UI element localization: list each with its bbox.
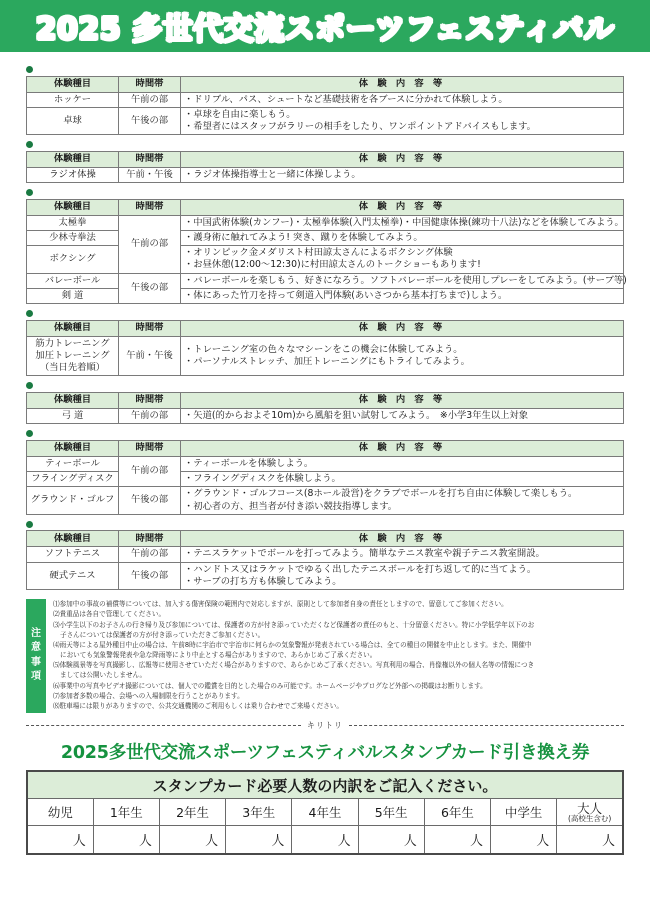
venue-sections xyxy=(26,66,627,590)
table-row xyxy=(27,230,624,245)
table-header-row xyxy=(27,320,624,336)
col-header-item: 体験種目 xyxy=(27,392,119,408)
col-header-item: 体験種目 xyxy=(27,531,119,547)
col-header-desc: 体 験 内 容 等 xyxy=(181,531,624,547)
table-row xyxy=(27,471,624,486)
program-table xyxy=(26,76,624,136)
description-line: ・ティーボールを体験しよう。 xyxy=(184,457,314,469)
bullet-icon xyxy=(26,430,33,437)
cell-activity-name xyxy=(27,215,119,230)
note-text-continuation: 子さんについては保護者の方が付き添っていただきご参加ください。 xyxy=(60,630,265,639)
col-header-desc: 体 験 内 容 等 xyxy=(181,320,624,336)
stamp-card-grade-cell xyxy=(424,799,490,826)
program-table xyxy=(26,151,624,183)
table-row xyxy=(27,107,624,135)
cell-description xyxy=(181,487,624,515)
activity-name-line: 硬式テニス xyxy=(49,569,96,581)
activity-name-line: 剣 道 xyxy=(61,289,84,301)
grade-label: 6年生 xyxy=(440,804,474,820)
note-item xyxy=(53,621,624,641)
cell-description xyxy=(181,336,624,376)
unit-label: 人 xyxy=(138,834,152,850)
cut-line-label: キリトリ xyxy=(307,720,343,730)
cell-activity-name xyxy=(27,562,119,590)
unit-label: 人 xyxy=(271,834,285,850)
cell-activity-name xyxy=(27,487,119,515)
cell-description xyxy=(181,230,624,245)
note-text: ⑺参加者多数の場合、会場への入場制限を行うことがあります。 xyxy=(53,692,244,701)
stamp-card-banner-row xyxy=(27,771,623,799)
notes-list xyxy=(46,599,624,713)
stamp-card-grade-cell xyxy=(557,799,623,826)
cell-time-slot: 午後の部 xyxy=(119,487,181,515)
bullet-icon xyxy=(26,66,33,73)
cell-activity-name xyxy=(27,471,119,486)
stamp-card-count-input[interactable] xyxy=(226,826,292,854)
stamp-card-grade-cell xyxy=(358,799,424,826)
table-row xyxy=(27,246,624,274)
grade-label: 1年生 xyxy=(109,804,143,820)
stamp-card-count-input[interactable] xyxy=(292,826,358,854)
activity-name-line: フライングディスク xyxy=(31,472,114,484)
col-header-time: 時間帯 xyxy=(119,76,181,92)
stamp-card-count-input[interactable] xyxy=(159,826,225,854)
col-header-desc: 体 験 内 容 等 xyxy=(181,76,624,92)
activity-name-line: ボクシング xyxy=(49,253,96,265)
cell-description xyxy=(181,273,627,288)
grade-label: 4年生 xyxy=(308,804,342,820)
cell-time-slot: 午前・午後 xyxy=(119,167,181,182)
activity-name-line: ティーボール xyxy=(45,457,100,469)
cell-description xyxy=(181,562,624,590)
activity-name-line: ソフトテニス xyxy=(44,548,101,560)
note-text: ⑴参加中の事故の補償等については、加入する傷害保険の範囲内で対応しますが、原則として参加者自身の責任としますので、留意してご参加ください。 xyxy=(53,600,508,609)
cell-description xyxy=(181,456,624,471)
table-row xyxy=(27,562,624,590)
note-item xyxy=(53,641,624,661)
grade-label: 中学生 xyxy=(504,804,543,820)
grade-label: 幼児 xyxy=(47,804,73,820)
activity-name-line: 弓 道 xyxy=(61,409,84,421)
cell-time-slot: 午後の部 xyxy=(119,107,181,135)
cell-activity-name xyxy=(27,456,119,471)
col-header-item: 体験種目 xyxy=(27,199,119,215)
title-banner xyxy=(0,0,650,52)
unit-label: 人 xyxy=(470,834,484,850)
stamp-card-grade-row xyxy=(27,799,623,826)
col-header-desc: 体 験 内 容 等 xyxy=(181,199,624,215)
table-row xyxy=(27,456,624,471)
stamp-card-count-input[interactable] xyxy=(557,826,623,854)
cut-line-dash-right xyxy=(349,725,624,726)
venue-heading xyxy=(26,430,624,437)
grade-label: 5年生 xyxy=(374,804,408,820)
notes-block xyxy=(26,599,624,713)
col-header-desc: 体 験 内 容 等 xyxy=(181,392,624,408)
note-text: ⑵貴重品は各自で管理してください。 xyxy=(53,610,166,619)
description-line: ・パーソナルストレッチ、加圧トレーニングにもトライしてみよう。 xyxy=(184,356,470,368)
description-line: ・バレーボールを楽しもう、好きになろう。ソフトバレーボールを使用しプレーをしてみよう。(サーブ等) xyxy=(184,274,627,286)
cell-time-slot: 午前の部 xyxy=(119,547,181,562)
bullet-icon xyxy=(26,521,33,528)
unit-label: 人 xyxy=(403,834,417,850)
cell-activity-name xyxy=(27,230,119,245)
activity-name-line: 加圧トレーニング xyxy=(35,349,110,361)
cell-description xyxy=(181,107,624,135)
notes-label-char: 注 xyxy=(31,627,41,639)
table-header-row xyxy=(27,440,624,456)
cell-time-slot: 午前の部 xyxy=(119,92,181,107)
description-line: ・護身術に触れてみよう! 突き、蹴りを体験してみよう。 xyxy=(184,231,423,243)
table-row xyxy=(27,408,624,423)
cell-description xyxy=(181,167,624,182)
description-line: ・ハンドトス又はラケットでゆるく出したテニスボールを打ち返して的に当てよう。 xyxy=(184,563,537,575)
description-line: ・テニスラケットでボールを打ってみよう。簡単なテニス教室や親子テニス教室開設。 xyxy=(184,548,545,560)
table-row xyxy=(27,336,624,376)
stamp-card-table xyxy=(26,770,624,855)
cell-description xyxy=(181,408,624,423)
venue-heading xyxy=(26,310,624,317)
note-item xyxy=(53,661,624,681)
cut-line xyxy=(26,720,624,731)
program-table xyxy=(26,530,624,590)
note-item xyxy=(53,610,624,620)
table-row xyxy=(27,288,624,303)
note-item xyxy=(53,682,624,692)
cell-activity-name xyxy=(27,408,119,423)
description-line: ・中国武術体験(カンフー)・太極拳体験(入門太極拳)・中国健康体操(練功十八法)などを体験してみよう。 xyxy=(184,216,624,228)
note-text: ⑶小学生以下のお子さんの行き帰り及び参加については、保護者の方が付き添っていただくなど保護者の責任のもと、十分留意ください。特に小学低学年以下のお xyxy=(53,620,535,629)
description-line: ・ラジオ体操指導士と一緒に体操しよう。 xyxy=(184,168,361,180)
activity-name-line: （当日先着順） xyxy=(39,362,106,374)
program-table xyxy=(26,440,624,515)
table-header-row xyxy=(27,76,624,92)
stamp-card-title: 2025多世代交流スポーツフェスティバルスタンプカード引き換え券 xyxy=(60,742,590,763)
table-row xyxy=(27,215,624,230)
activity-name-line: 卓球 xyxy=(63,114,82,126)
note-item xyxy=(53,692,624,702)
activity-name-line: ホッケー xyxy=(53,93,92,105)
col-header-time: 時間帯 xyxy=(119,151,181,167)
description-line: ・サーブの打ち方も体験してみよう。 xyxy=(184,575,342,587)
col-header-time: 時間帯 xyxy=(119,199,181,215)
note-text: ⑷雨天等による屋外種目中止の場合は、午前8時に宇治市で宇治市に何らかの気象警報が発表されている場合は、全ての種目の開催を中止とします。また、開催中 xyxy=(53,641,532,650)
cell-description xyxy=(181,471,624,486)
description-line: ・矢道(的からおよそ10m)から風船を狙い試射してみよう。 ※小学3年生以上対象 xyxy=(184,409,528,421)
stamp-card-count-input[interactable] xyxy=(358,826,424,854)
description-line: ・希望者にはスタッフがラリーの相手をしたり、ワンポイントアドバイスもします。 xyxy=(184,121,536,133)
unit-label: 人 xyxy=(536,834,550,850)
note-text-continuation: においても気象警報発表や急な降雨等により中止とする場合がありますので、あらかじめご了承ください。 xyxy=(60,651,377,660)
venue-heading xyxy=(26,66,624,73)
stamp-card-grade-cell xyxy=(491,799,557,826)
cell-description xyxy=(181,215,624,230)
description-line: ・体にあった竹刀を持って剣道入門体験(あいさつから基本打ちまで)しよう。 xyxy=(184,289,508,301)
stamp-card-count-input[interactable] xyxy=(93,826,159,854)
program-table xyxy=(26,320,624,377)
cell-activity-name xyxy=(27,107,119,135)
cut-line-dash-left xyxy=(26,725,301,726)
program-content xyxy=(0,52,650,713)
cell-activity-name xyxy=(27,167,119,182)
note-item xyxy=(53,702,624,712)
notes-label-char: 項 xyxy=(31,671,41,683)
cell-description xyxy=(181,92,624,107)
stamp-card-grade-cell xyxy=(93,799,159,826)
col-header-item: 体験種目 xyxy=(27,320,119,336)
description-line: ・オリンピック金メダリスト村田諒太さんによるボクシング体験 xyxy=(184,247,453,259)
stamp-card-grade-cell xyxy=(159,799,225,826)
note-text: ⑻駐車場には限りがありますので、公共交通機関のご利用もしくは乗り合わせでご来場ください。 xyxy=(53,702,343,711)
venue-heading xyxy=(26,141,624,148)
table-row xyxy=(27,92,624,107)
table-row xyxy=(27,487,624,515)
cell-activity-name xyxy=(27,246,119,274)
table-row xyxy=(27,167,624,182)
bullet-icon xyxy=(26,189,33,196)
cell-time-slot: 午前の部 xyxy=(119,456,181,487)
description-line: ・トレーニング室の色々なマシーンをこの機会に体験してみよう。 xyxy=(184,343,463,355)
program-table xyxy=(26,199,627,305)
bullet-icon xyxy=(26,141,33,148)
bullet-icon xyxy=(26,310,33,317)
page-title: 2025 多世代交流スポーツフェスティバル xyxy=(35,12,615,47)
note-text: ⑸体験風景等を写真撮影し、広報等に使用させていただく場合がありますので、あらかじめご了承ください。写真利用の場合、肖像権以外の個人名等の情報につき xyxy=(53,661,535,670)
col-header-time: 時間帯 xyxy=(119,531,181,547)
col-header-desc: 体 験 内 容 等 xyxy=(181,440,624,456)
cell-time-slot: 午前の部 xyxy=(119,408,181,423)
activity-name-line: 太極拳 xyxy=(58,216,87,228)
unit-label: 人 xyxy=(337,834,351,850)
grade-label: 大人 xyxy=(577,800,603,816)
description-line: ・ドリブル、パス、シュートなど基礎技術を各ブースに分かれて体験しよう。 xyxy=(184,93,508,105)
grade-label: 2年生 xyxy=(176,804,210,820)
unit-label: 人 xyxy=(72,834,86,850)
col-header-item: 体験種目 xyxy=(27,440,119,456)
stamp-card-count-input[interactable] xyxy=(491,826,557,854)
col-header-item: 体験種目 xyxy=(27,76,119,92)
cell-description xyxy=(181,288,624,303)
cell-time-slot: 午後の部 xyxy=(119,273,181,304)
cell-description xyxy=(181,547,624,562)
description-line: ・初心者の方、担当者が付き添い競技指導します。 xyxy=(184,500,398,512)
stamp-card-instruction: スタンプカード必要人数の内訳をご記入ください。 xyxy=(27,771,623,799)
bullet-icon xyxy=(26,382,33,389)
cell-activity-name xyxy=(27,547,119,562)
cell-activity-name xyxy=(27,288,119,303)
venue-heading xyxy=(26,382,624,389)
table-header-row xyxy=(27,199,624,215)
note-item xyxy=(53,600,624,610)
grade-label: 3年生 xyxy=(242,804,276,820)
notes-vertical-label xyxy=(26,599,46,713)
table-row xyxy=(27,547,624,562)
cell-activity-name xyxy=(27,273,119,288)
table-header-row xyxy=(27,531,624,547)
grade-sublabel: (高校生含む) xyxy=(567,814,612,823)
activity-name-line: ラジオ体操 xyxy=(49,168,96,180)
stamp-card-count-input[interactable] xyxy=(27,826,93,854)
col-header-item: 体験種目 xyxy=(27,151,119,167)
table-row xyxy=(27,273,624,288)
stamp-card-grade-cell xyxy=(226,799,292,826)
note-text: ⑹事業中の写真やビデオ撮影については、個人での鑑賞を目的とした場合のみ可能です。ホームページやブログなど外部への掲載はお断りします。 xyxy=(53,681,487,690)
program-table xyxy=(26,392,624,424)
col-header-time: 時間帯 xyxy=(119,320,181,336)
stamp-card-grade-cell xyxy=(292,799,358,826)
cell-time-slot: 午前・午後 xyxy=(119,336,181,376)
activity-name-line: グラウンド・ゴルフ xyxy=(30,494,115,506)
activity-name-line: 少林寺拳法 xyxy=(49,231,96,243)
description-line: ・グラウンド・ゴルフコース(8ホール設営)をクラブでボールを打ち自由に体験して楽しもう。 xyxy=(184,488,578,500)
table-header-row xyxy=(27,151,624,167)
description-line: ・お昼休憩(12:00〜12:30)に村田諒太さんのトークショーもあります! xyxy=(184,259,481,271)
stamp-card-count-input[interactable] xyxy=(424,826,490,854)
unit-label: 人 xyxy=(601,834,615,850)
activity-name-line: バレーボール xyxy=(44,274,101,286)
note-text-continuation: ましては公開いたしません。 xyxy=(60,671,147,680)
unit-label: 人 xyxy=(205,834,219,850)
venue-heading xyxy=(26,521,624,528)
notes-label-char: 意 xyxy=(31,642,41,654)
description-line: ・フライングディスクを体験しよう。 xyxy=(184,472,341,484)
cell-description xyxy=(181,246,624,274)
cell-activity-name xyxy=(27,92,119,107)
stamp-card-entry-row xyxy=(27,826,623,854)
col-header-desc: 体 験 内 容 等 xyxy=(181,151,624,167)
notes-label-char: 事 xyxy=(31,656,41,668)
table-header-row xyxy=(27,392,624,408)
col-header-time: 時間帯 xyxy=(119,440,181,456)
description-line: ・卓球を自由に楽しもう。 xyxy=(184,108,296,120)
col-header-time: 時間帯 xyxy=(119,392,181,408)
cell-time-slot: 午後の部 xyxy=(119,562,181,590)
cell-time-slot: 午前の部 xyxy=(119,215,181,273)
cell-activity-name xyxy=(27,336,119,376)
stamp-card-grade-cell xyxy=(27,799,93,826)
activity-name-line: 筋力トレーニング xyxy=(35,337,110,349)
venue-heading xyxy=(26,189,624,196)
